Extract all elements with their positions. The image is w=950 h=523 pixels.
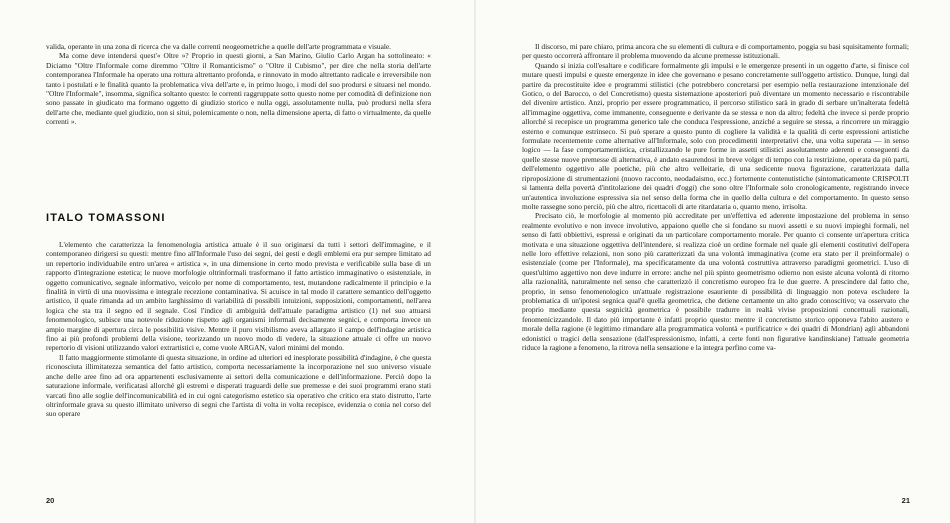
paragraph: Ma come deve intendersi quest'« Oltre »? Proprio in questi giorni, a San Marino, Giulio Carlo Argan ha sottolineato: « Diciamo "Oltre l'Informale come diremmo "Oltre il Romanticismo" o "Oltre il Cubismo", per dire che nella storia dell'arte contemporanea l'Informale ha operato una rottura altrettanto profonda, e rinnovato in modo altrettanto radicale e irreversibile non tanto i postulati e le finalità quanto la problematica viva dell'arte e, in primo luogo, i modi del suo prodursi e situarsi nel mondo. "Oltre l'Informale", insomma, significa soltanto questo: le correnti raggruppate sotto questo nome per comodità di definizione non sono passate in giudicato ma formano oggetto di giudizio storico e nulla oggi, assolutamente nulla, può prodursi nella sfera dell'arte che, mediante quel giudizio, non si situi, polemicamente o non, nella dimensione aperta, di fatto o virtualmente, da quelle correnti ». [46, 51, 432, 127]
left-page [0, 0, 474, 523]
paragraph: L'elemento che caratterizza la fenomenologia artistica attuale è il suo originarsi da tutti i settori dell'immagine, e il contemporaneo dirigersi su questi: mentre fino all'Informale l'uso dei segni, dei gesti e degli emblemi era pur sempre limitato ad un repertorio individuabile entro un'area « artistica », in una dimensione in certo modo prevista e verificabile sulla base di un rapporto d'integrazione estetica; le nuove morfologie oltrinformali trasformano il fatto artistico immaginativo o esistenziale, in oggetto comunicativo, segnale informativo, veicolo per nome di comportamento, test, mutandone radicalmente il principio e la finalità in virtù di una nuovissima e integrale recezione contaminativa. Si acuisce in tal modo il carattere semantico dell'oggetto artistico, il quale rimanda ad un ambito larghissimo di variabilità di possibili intuizioni, supposizioni, comportamenti, nell'area logica che sta tra il segno ed il segnale. Così l'indice di ambiguità dell'attuale paradigma artistico (1) nel suo attuarsi fenomenologico, subisce una notevole riduzione rispetto agli organismi informali decisamente segnici, e comporta invece un ampio margine di apertura circa le possibilità visive. Mentre il puro visibilismo aveva allargato il campo dell'indagine artistica fino ai più profondi problemi della visione, teorizzando un nuovo modo di vedere, la situazione attuale ci offre un nuovo repertorio di visioni utilizzando valori extrartistici e, come vuole ARGAN, valori minimi del mondo. [46, 240, 431, 353]
page-number: 20 [46, 496, 55, 505]
right-column [522, 42, 909, 352]
left-body-column [46, 240, 431, 419]
paragraph: valida, operante in una zona di ricerca che va dalle correnti neogeometriche a quelle dell'arte programmata e visuale. [46, 42, 392, 51]
right-page [476, 0, 950, 523]
paragraph: Precisato ciò, le morfologie al momento più accreditate per un'effettiva ed aderente impostazione del problema in senso realmente evolutivo e non invece involutivo, appaiono quelle che si fondano su nuovi assetti e su nuovi impieghi formali, nel senso di fatti obbiettivi, espressi e originati da un particolare comportamento morale. Per quanto ci consente un'apertura critica motivata e una situazione oggettiva dell'intendere, si realizza cioè un ordine formale nel quale gli elementi costitutivi dell'opera nelle loro effettive relazioni, non sono più caratterizzati da una volontà immaginativa (come era stato per il preinformale) o esistenziale (come per l'Informale), ma specificatamente da una volontà costruttiva attraverso paradigmi geometrici. L'uso di quest'ultimo aggettivo non deve indurre in errore: anche nel più spinto geometrismo odierno non esiste alcuna volontà di ritorno alla razionalità, naturalmente nel senso che caratterizzò il concretismo europeo fra le due guerre. A prescindere dal fatto che, proprio, in senso fenomenologico un'attuale registrazione esauriente di possibilità di linguaggio non poteva escludere la problematica di un'ipotesi segnica qual'è quella geometrica, che detiene certamente un alto grado conoscitivo; va osservato che proprio mediante questa segnicità geometrica è possibile tradurre in realtà vivise proposizioni concettuali razionali, fenomenicizzandole. Il dato più importante è infatti proprio questo: mentre il concretismo storico opponeva l'abito austero e morale della ragione (è legittimo rimandare alla programmatica volontà « purificatrice » dei quadri di Mondrian) agli abbandoni edonistici o tragici della sensazione (dall'espressionismo, infatti, a certe fonti non figurative kandinskiane) l'attuale geometria riduce la ragione a fenomeno, la ritrova nella sensazione e la integra perfino come va- [522, 211, 909, 352]
paragraph: Il discorso, mi pare chiaro, prima ancora che su elementi di cultura e di comportamento, poggia su basi squisitamente formali; per questo occorrerà affrontare il problema muovendo da alcune premesse istituzionali. [522, 42, 909, 61]
author-heading: ITALO TOMASSONI [46, 212, 166, 224]
paragraph: Il fatto maggiormente stimolante di questa situazione, in ordine ad ulteriori ed inesplorate possibilità d'indagine, è che questa riconosciuta illimitatezza semantica del fatto artistico, comporta necessariamente la incorporazione nel suo universo visuale anche delle aree fino ad ora appartenenti esclusivamente ai settori della comunicazione e dell'informazione. Perciò dopo la saturazione informale, verificatasi allorché gli estremi e disperati traguardi delle sue premesse e dei suoi programmi erano stati varcati fino alle soglie dell'incomunicabilità ed in cui ogni categorismo estetico sia operativo che critico era stato distrutto, l'arte oltrinformale grava su questo illimitato universo di segni che l'artista di volta in volta recepisce, evidenzia o conia nel corso del suo operare [46, 352, 431, 419]
paragraph: Quando si inizia coll'esaltare e codificare formalmente gli impulsi e le emergenze presenti in un oggetto d'arte, si finisce col mutare questi impulsi e queste emergenze in idee che governano e pesano concretamente sull'oggetto artistico. Dunque, lungi dal partire da precostituite idee e programmi stilistici (che potrebbero concretarsi per esempio nella restaurazione intenzionale del Gotico, o del Barocco, o del Concretismo) questa sistemazione aposteriori può diventare un momento necessario e riscontrabile del divenire artistico. Anzi, proprio per essere programmatico, il percorso stilistico sarà in grado di serbare un'inalterata fedeltà all'immagine oggettiva, come immanente, conseguente e derivante da se stessa e non da altro; fedeltà che invece si perde proprio allorché si recepisce un programma generico tale che conduca l'espressione, anziché a seguire se stessa, a rincorrere un miraggio esterno e comunque estrinseco. Si può sperare a questo punto di cogliere la validità e la qualità di certe espressioni artistiche formulate recentemente come alternative all'Informale, solo con procedimenti interpretativi che, una volta superata — in senso logico — la fase comportamentistica, cristallizzando le pure forme in assetti stilistici assolutamente aderenti e conseguenti da quelle stesse nuove premesse di alternativa, è andato esaurendosi in breve volger di tempo con la restrizione, operata da più parti, dell'elemento oggettivo alle poetiche, più che altro velleitarie, di una sedicente nuova figurazione, caratterizzata dalla riproposizione di strumentazioni (nuovo racconto, neodadaismo, ecc.) fortemente contenutistiche (sintomaticamente CRISPOLTI si lamenta della povertà d'intitolazione dei quadri d'oggi) che sono oltre l'Informale solo cronologicamente, registrando invece un'autentica involuzione espressiva sia nel senso della forma che in quello della cultura e del comportamento. In questo senso molte rassegne sono perciò, più che altro, ricettacoli di arte ritardataria o, quanto meno, irrisolta. [522, 60, 909, 211]
left-top-column [46, 42, 431, 127]
page-number: 21 [901, 496, 910, 505]
